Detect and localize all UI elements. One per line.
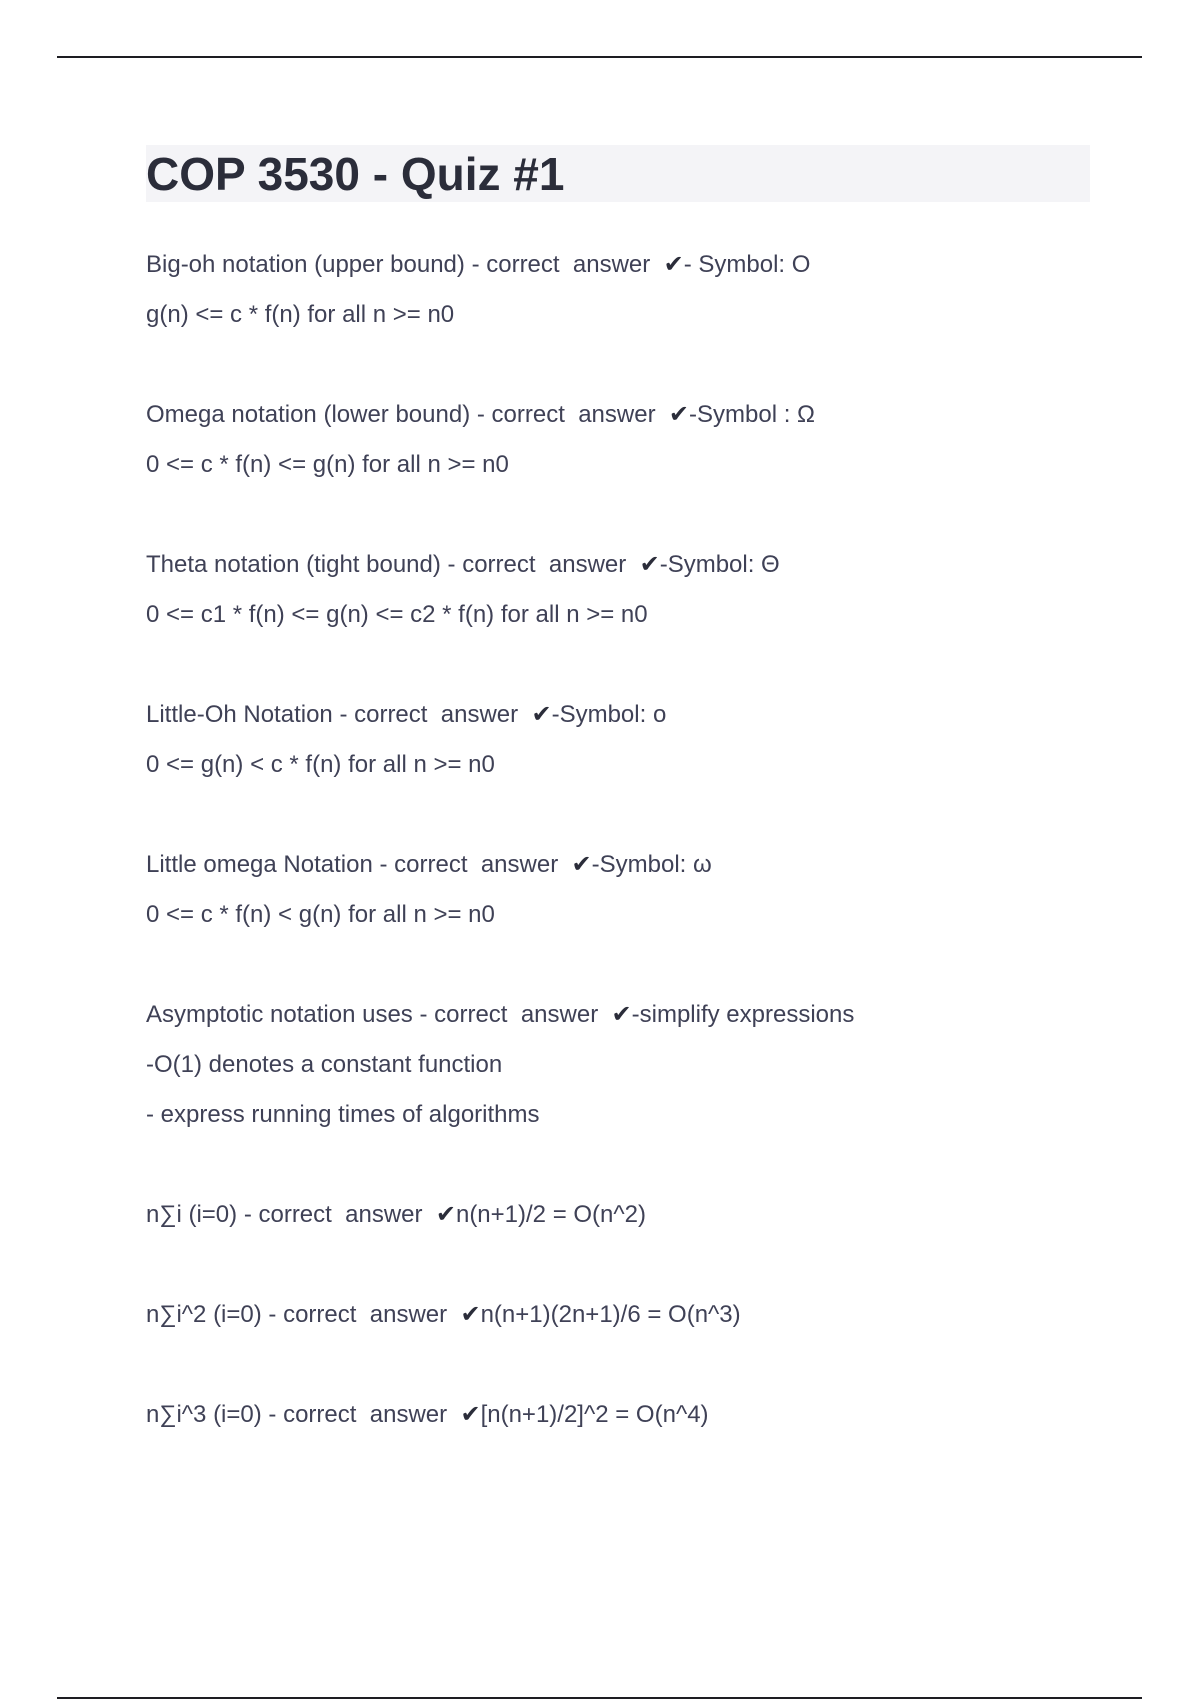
answer-label: - correct answer <box>268 1401 461 1428</box>
qa-first-line <box>146 390 1090 440</box>
qa-item <box>146 540 1090 640</box>
answer-line: -O(1) denotes a constant function <box>146 1051 503 1078</box>
qa-first-line <box>146 1190 1090 1240</box>
checkmark-icon: ✔ <box>460 1401 481 1428</box>
checkmark-icon: ✔ <box>611 1001 632 1028</box>
answer-label: - correct answer <box>268 1301 461 1328</box>
checkmark-icon: ✔ <box>571 851 592 878</box>
answer-text: -Symbol : Ω <box>689 401 815 428</box>
answer-line: 0 <= c * f(n) <= g(n) for all n >= n0 <box>146 451 509 478</box>
answer-label: - correct answer <box>339 701 532 728</box>
qa-first-line <box>146 990 1090 1040</box>
answer-text: [n(n+1)/2]^2 = O(n^4) <box>480 1401 709 1428</box>
qa-first-line <box>146 690 1090 740</box>
qa-item <box>146 690 1090 790</box>
answer-label: - correct answer <box>476 401 669 428</box>
qa-item <box>146 990 1090 1140</box>
answer-text: -Symbol: ω <box>591 851 712 878</box>
qa-first-line <box>146 1390 1090 1440</box>
question-text: n∑i^3 (i=0) <box>146 1401 269 1428</box>
answer-text: - Symbol: O <box>683 251 811 278</box>
checkmark-icon: ✔ <box>435 1201 456 1228</box>
answer-label: - correct answer <box>447 551 640 578</box>
qa-item <box>146 390 1090 490</box>
answer-text: n(n+1)/2 = O(n^2) <box>455 1201 646 1228</box>
page-title: COP 3530 - Quiz #1 <box>146 147 565 200</box>
answer-text: n(n+1)(2n+1)/6 = O(n^3) <box>480 1301 741 1328</box>
question-text: Little-Oh Notation <box>146 701 340 728</box>
top-rule <box>57 56 1142 58</box>
answer-label: - correct answer <box>471 251 664 278</box>
question-text: Little omega Notation <box>146 851 380 878</box>
qa-first-line <box>146 240 1090 290</box>
question-text: Asymptotic notation uses <box>146 1001 420 1028</box>
answer-line: 0 <= c1 * f(n) <= g(n) <= c2 * f(n) for all n >= n0 <box>146 601 648 628</box>
answer-text: -Symbol: Θ <box>659 551 780 578</box>
qa-item <box>146 1290 1090 1340</box>
answer-line: g(n) <= c * f(n) for all n >= n0 <box>146 301 455 328</box>
answer-line: 0 <= c * f(n) < g(n) for all n >= n0 <box>146 901 495 928</box>
answer-label: - correct answer <box>379 851 572 878</box>
qa-first-line <box>146 1290 1090 1340</box>
checkmark-icon: ✔ <box>639 551 660 578</box>
qa-item <box>146 1390 1090 1440</box>
qa-item <box>146 1190 1090 1240</box>
answer-text: -simplify expressions <box>631 1001 855 1028</box>
question-text: Theta notation (tight bound) <box>146 551 448 578</box>
answer-text: -Symbol: o <box>551 701 667 728</box>
qa-first-line <box>146 840 1090 890</box>
checkmark-icon: ✔ <box>460 1301 481 1328</box>
qa-first-line <box>146 540 1090 590</box>
qa-item <box>146 240 1090 340</box>
answer-line: - express running times of algorithms <box>146 1101 540 1128</box>
question-text: n∑i^2 (i=0) <box>146 1301 269 1328</box>
checkmark-icon: ✔ <box>668 401 690 428</box>
qa-list <box>146 240 1090 1440</box>
question-text: Big-oh notation (upper bound) <box>146 251 472 278</box>
document-body <box>146 145 1090 1490</box>
answer-label: - correct answer <box>243 1201 436 1228</box>
bottom-rule <box>57 1697 1142 1699</box>
title-bar <box>146 145 1090 202</box>
qa-item <box>146 840 1090 940</box>
checkmark-icon: ✔ <box>531 701 552 728</box>
answer-line: 0 <= g(n) < c * f(n) for all n >= n0 <box>146 751 495 778</box>
question-text: n∑i (i=0) <box>146 1201 244 1228</box>
checkmark-icon: ✔ <box>663 251 684 278</box>
answer-label: - correct answer <box>419 1001 612 1028</box>
question-text: Omega notation (lower bound) <box>146 401 477 428</box>
